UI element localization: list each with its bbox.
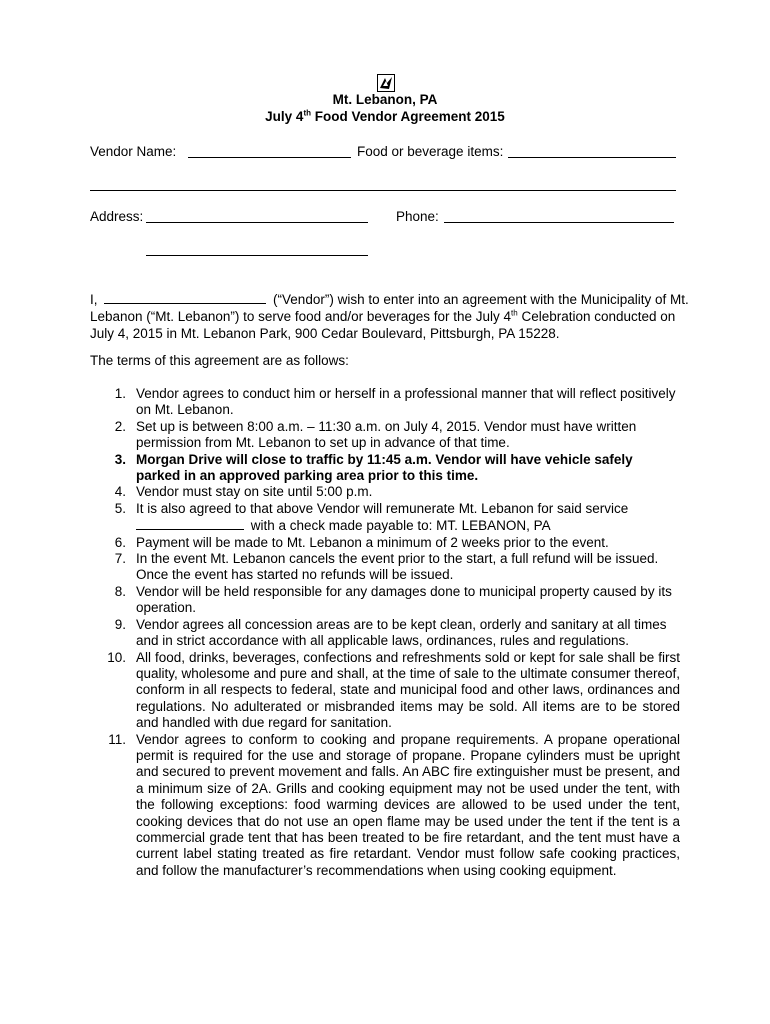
terms-heading: The terms of this agreement are as follows:: [90, 353, 349, 368]
phone-field[interactable]: [444, 222, 674, 223]
term-item: 10. All food, drinks, beverages, confections and refreshments sold or kept for sale shall be first quality, wholesome and pure and shall, at the time of sale to the ultimate consumer thereof, conform in all respects to federal, state and municipal food and other laws, ordinances and regulations. No adulterated or misbranded items may be sold. All items are to be stored and handled with due regard for sanitation.: [107, 649, 680, 731]
address-field[interactable]: [146, 222, 368, 223]
municipal-seal-icon: [377, 74, 395, 92]
term-item: 11. Vendor agrees to conform to cooking and propane requirements. A propane operational permit is required for the use and storage of propane. Propane cylinders must be upright and secured to prevent movement and falls. An ABC fire extinguisher must be present, and a minimum size of 2A. Grills and cooking equipment may not be used under the tent, with the following exceptions: food warming devices are allowed to be used under the tent, cooking devices that do not use an open flame may be used under the tent if the tent is a commercial grade tent that has been treated to be fire retardant, and the tent must have a current label stating treated as fire retardant. Vendor must follow safe cooking practices, and follow the manufacturer’s recommendations when using cooking equipment.: [108, 731, 680, 878]
food-items-field[interactable]: [508, 157, 676, 158]
service-fee-blank[interactable]: [136, 517, 244, 530]
term-item: 5. It is also agreed to that above Vendor will remunerate Mt. Lebanon for said service with a check made payable to: MT. LEBANON, PA: [114, 500, 629, 534]
term-item: 4. Vendor must stay on site until 5:00 p.m.: [114, 484, 373, 500]
intro-paragraph: I, (“Vendor”) wish to enter into an agreement with the Municipality of Mt. Lebanon (“Mt. Lebanon”) to serve food and/or beverages for the July 4th Celebration conducted on July 4, 2015 in Mt. Lebanon Park, 900 Cedar Boulevard, Pittsburgh, PA 15228.: [90, 292, 689, 341]
term-item: 1. Vendor agrees to conduct him or herself in a professional manner that will reflect positively on Mt. Lebanon.: [114, 386, 676, 418]
phone-label: Phone:: [396, 209, 439, 224]
food-items-label: Food or beverage items:: [357, 144, 504, 159]
vendor-name-field[interactable]: [188, 157, 351, 158]
food-items-field-continued[interactable]: [90, 190, 676, 191]
address-field-line-2[interactable]: [146, 255, 368, 256]
term-item: 8. Vendor will be held responsible for any damages done to municipal property caused by its operation.: [114, 583, 672, 616]
term-item: 3. Morgan Drive will close to traffic by 11:45 a.m. Vendor will have vehicle safely parked in an approved parking area prior to this time.: [114, 451, 633, 484]
term-item: 6. Payment will be made to Mt. Lebanon a minimum of 2 weeks prior to the event.: [114, 534, 609, 550]
terms-list: [90, 386, 680, 879]
municipality-heading: Mt. Lebanon, PA: [332, 92, 438, 107]
address-label: Address:: [90, 209, 144, 224]
agreement-title: July 4th Food Vendor Agreement 2015: [265, 108, 505, 124]
term-item: 2. Set up is between 8:00 a.m. – 11:30 a.m. on July 4, 2015. Vendor must have written permission from Mt. Lebanon to set up in advance of that time.: [114, 418, 637, 451]
term-item: 7. In the event Mt. Lebanon cancels the event prior to the start, a full refund will be issued. Once the event has started no refunds will be issued.: [114, 551, 659, 583]
vendor-name-blank[interactable]: [104, 291, 266, 304]
vendor-name-label: Vendor Name:: [90, 144, 177, 159]
term-item: 9. Vendor agrees all concession areas are to be kept clean, orderly and sanitary at all times and in strict accordance with all applicable laws, ordinances, rules and regulations.: [114, 616, 667, 649]
